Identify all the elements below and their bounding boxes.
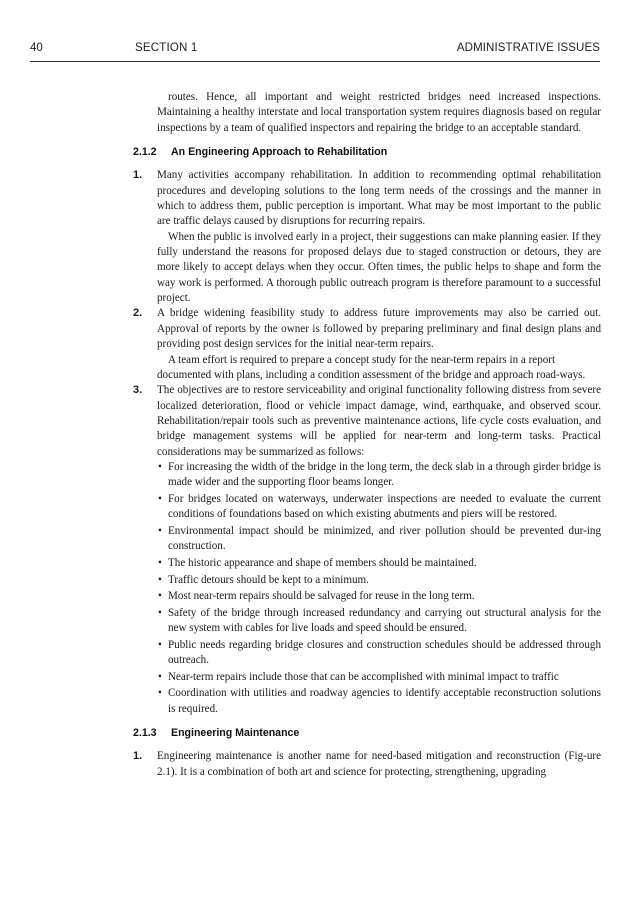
bullet: • — [158, 590, 162, 603]
section-number: 2.1.2 — [133, 146, 157, 159]
list-item-text: For increasing the width of the bridge in the long term, the deck slab in a through girder bridge is made wider and the supporting floor beams longer. — [168, 460, 601, 489]
numbered-item-2 — [133, 306, 601, 383]
section-heading-2-1-3 — [133, 726, 601, 741]
section-label: SECTION 1 — [135, 42, 198, 54]
numbered-item-1 — [133, 749, 601, 780]
numbered-item-3 — [133, 383, 601, 460]
list-item — [157, 460, 601, 491]
item-paragraph: A bridge widening feasibility study to address future improvements may also be carried out. Approval of reports by the owner is followed by preparing preliminary and final design plans and providing post design services for the initial near-term repairs. — [157, 307, 601, 351]
bullet: • — [158, 556, 162, 569]
list-item-text: Safety of the bridge through increased redundancy and carrying out structural analysis for the new system with cables for live loads and speed should be ensured. — [168, 606, 601, 635]
item-paragraph: Many activities accompany rehabilitation. In addition to recommending optimal rehabilitation procedures and developing solutions to the long term needs of the crossings and the manner in which to address them, public perception is important. What may be most important to the public are traffic delays caused by disruptions for recurring repairs. — [157, 169, 601, 228]
item-number: 1. — [133, 169, 143, 182]
list-item-text: Traffic detours should be kept to a minimum. — [168, 573, 369, 586]
item-number: 1. — [133, 750, 143, 763]
bullet: • — [158, 573, 162, 586]
list-item — [157, 556, 601, 571]
list-item-text: Most near-term repairs should be salvaged for reuse in the long term. — [168, 590, 475, 603]
list-item-text: Public needs regarding bridge closures and construction schedules should be addressed through outreach. — [168, 638, 601, 667]
bullet: • — [158, 492, 162, 505]
considerations-list — [133, 460, 601, 717]
bullet: • — [158, 687, 162, 700]
list-item-text: For bridges located on waterways, underwater inspections are needed to evaluate the current conditions of foundations based on which existing abutments and piers will be restored. — [168, 492, 601, 521]
section-title: An Engineering Approach to Rehabilitation — [171, 146, 388, 159]
list-item-text: Near-term repairs include those that can be accomplished with minimal impact to traffic — [168, 670, 559, 683]
item-number: 2. — [133, 307, 143, 320]
list-item-text: The historic appearance and shape of members should be maintained. — [168, 556, 477, 569]
list-item — [157, 606, 601, 637]
section-heading-2-1-2 — [133, 145, 601, 160]
intro-paragraph: routes. Hence, all important and weight restricted bridges need increased inspections. Maintaining a healthy interstate and local transportation system requires diagnosis based on regular inspections by a team of qualified inspectors and repairing the bridge to an acceptable standard. — [157, 91, 601, 134]
chapter-title: ADMINISTRATIVE ISSUES — [456, 42, 600, 54]
item-paragraph: Engineering maintenance is another name for need-based mitigation and reconstruction (Fig-ure 2.1). It is a combination of both art and science for protecting, strengthening, upgrading — [157, 750, 601, 778]
list-item — [157, 492, 601, 523]
item-paragraph: The objectives are to restore serviceability and original functionality following distress from severe localized deterioration, flood or vehicle impact damage, wind, earthquake, and observed scour. Rehabilitation/repair tools such as preventive maintenance actions, life cycle costs evaluation, and bridge management systems will be applied for near-term and long-term tasks. Practical considerations may be summarized as follows: — [157, 384, 601, 458]
list-item — [157, 573, 601, 588]
bullet: • — [158, 670, 162, 683]
bullet: • — [158, 606, 162, 619]
numbered-item-1 — [133, 168, 601, 306]
bullet: • — [158, 638, 162, 651]
bullet: • — [158, 460, 162, 473]
header-rule — [30, 61, 600, 62]
list-item-text: Coordination with utilities and roadway agencies to identify acceptable reconstruction solutions is required. — [168, 687, 601, 715]
list-item — [157, 638, 601, 669]
item-number: 3. — [133, 384, 143, 397]
list-item — [157, 686, 601, 717]
list-item — [157, 670, 601, 685]
item-paragraph: When the public is involved early in a project, their suggestions can make planning easier. If they fully understand the reasons for proposed delays due to staged construction or detours, they are more likely to accept delays when they occur. Often times, the public helps to shape and form the way work is performed. A thorough public outreach program is therefore paramount to a successful project. — [157, 230, 601, 305]
list-item-text: Environmental impact should be minimized, and river pollution should be prevented dur-ing construction. — [168, 524, 601, 553]
section-title: Engineering Maintenance — [171, 727, 300, 740]
section-number: 2.1.3 — [133, 727, 157, 740]
item-paragraph: A team effort is required to prepare a concept study for the near-term repairs in a report documented with plans, including a condition assessment of the bridge and approach road-ways. — [157, 353, 586, 381]
page-number: 40 — [30, 42, 43, 54]
bullet: • — [158, 524, 162, 537]
list-item — [157, 524, 601, 555]
body-text — [133, 90, 601, 780]
list-item — [157, 589, 601, 604]
running-header — [30, 42, 600, 58]
